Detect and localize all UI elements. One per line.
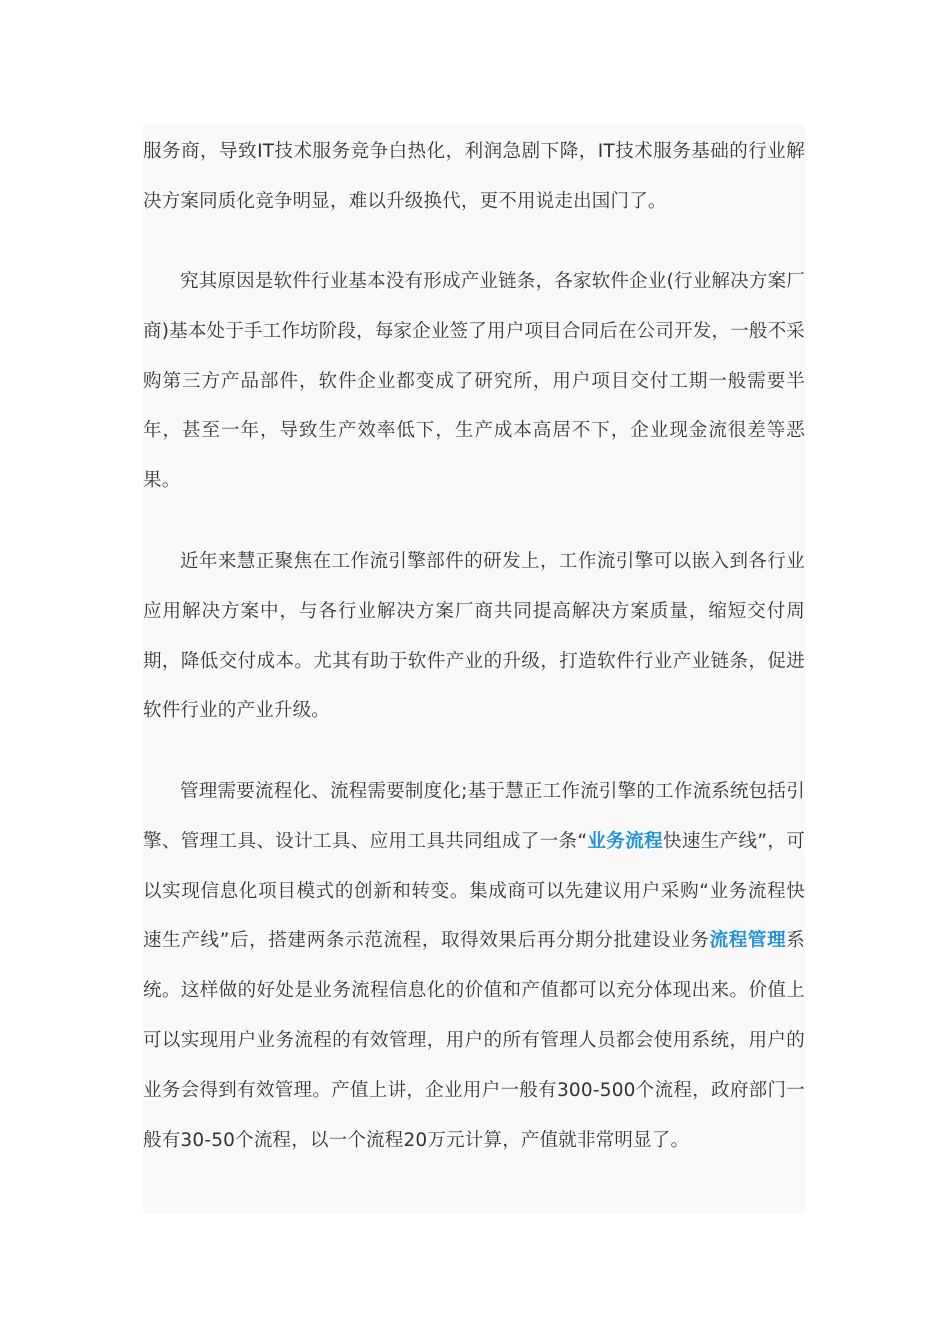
link-business-process[interactable]: 业务流程 <box>587 830 663 852</box>
paragraph-4-text-part-3: 系统。这样做的好处是业务流程信息化的价值和产值都可以充分体现出来。价值上可以实现用户业务流程的有效管理，用户的所有管理人员都会使用系统，用户的业务会得到有效管理。产值上讲，企业用户一般有300-500个流程，政府部门一般有30-50个流程，以一个流程20万元计算，产值就非常明显了。 <box>143 930 805 1151</box>
paragraph-4 <box>143 767 805 1165</box>
paragraph-1: 服务商，导致IT技术服务竞争白热化，利润急剧下降，IT技术服务基础的行业解决方案同质化竞争明显，难以升级换代，更不用说走出国门了。 <box>143 141 805 212</box>
paragraph-3: 近年来慧正聚焦在工作流引擎部件的研发上，工作流引擎可以嵌入到各行业应用解决方案中，与各行业解决方案厂商共同提高解决方案质量，缩短交付周期，降低交付成本。尤其有助于软件产业的升级，打造软件行业产业链条，促进软件行业的产业升级。 <box>143 551 805 722</box>
paragraph-2: 究其原因是软件行业基本没有形成产业链条，各家软件企业(行业解决方案厂商)基本处于手工作坊阶段，每家企业签了用户项目合同后在公司开发，一般不采购第三方产品部件，软件企业都变成了研究所，用户项目交付工期一般需要半年，甚至一年，导致生产效率低下，生产成本高居不下，企业现金流很差等恶果。 <box>143 271 805 492</box>
paragraph-4-text-part-1: 管理需要流程化、流程需要制度化;基于慧正工作流引擎的工作流系统包括引擎、管理工具、设计工具、应用工具共同组成了一条“ <box>143 781 805 852</box>
link-process-management[interactable]: 流程管理 <box>709 930 787 952</box>
paragraph-4-text-part-2: 快速生产线”，可以实现信息化项目模式的创新和转变。集成商可以先建议用户采购“业务流程快速生产线”后，搭建两条示范流程，取得效果后再分期分批建设业务 <box>143 830 805 952</box>
